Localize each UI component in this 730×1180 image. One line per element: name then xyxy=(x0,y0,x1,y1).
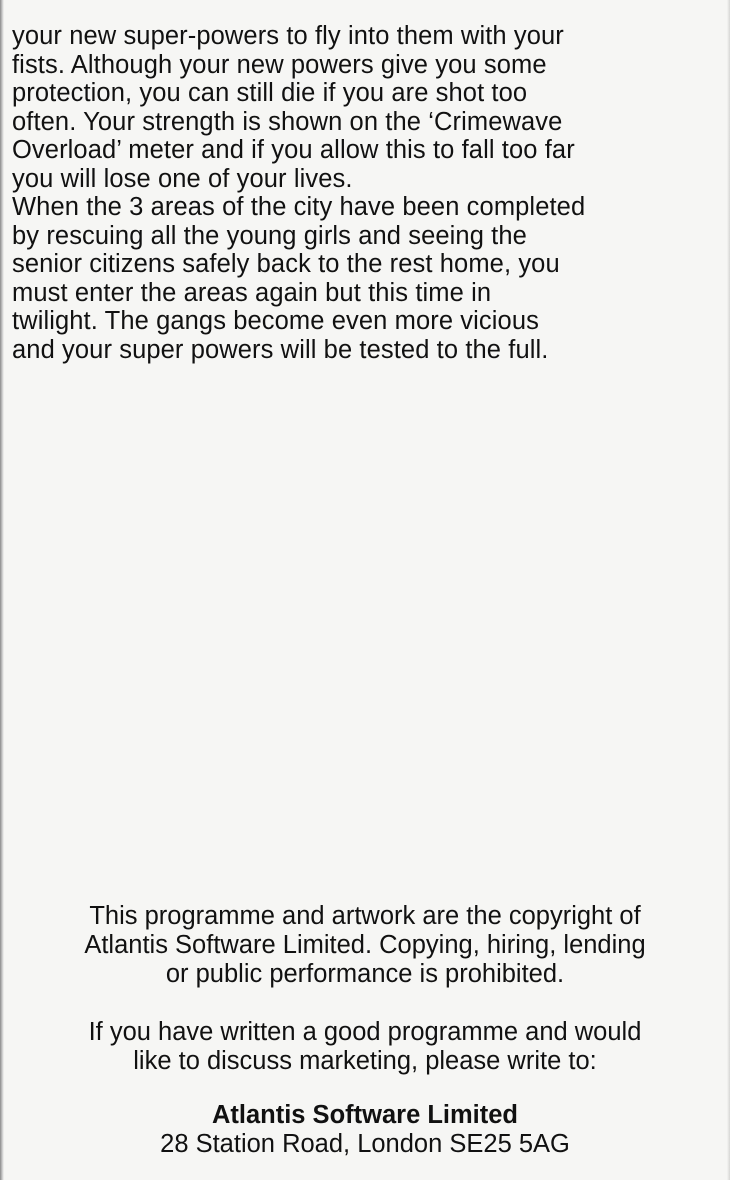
submission-line: like to discuss marketing, please write to: xyxy=(133,1047,597,1075)
instructions-line: your new super-powers to fly into them with your xyxy=(12,22,564,50)
instructions-line: and your super powers will be tested to the full. xyxy=(12,335,549,364)
instructions-line: protection, you can still die if you are shot too xyxy=(12,79,528,107)
instructions-line: twilight. The gangs become even more vicious xyxy=(12,307,539,335)
instructions-line: by rescuing all the young girls and seeing the xyxy=(12,221,527,250)
instructions-line: senior citizens safely back to the rest home, you xyxy=(12,250,560,278)
instructions-text xyxy=(12,22,712,364)
instructions-line: fists. Although your new powers give you some xyxy=(12,50,547,79)
copyright-line: This programme and artwork are the copyright of xyxy=(89,902,641,930)
company-name: Atlantis Software Limited xyxy=(211,1101,519,1129)
copyright-line: Atlantis Software Limited. Copying, hiring, lending xyxy=(84,931,646,959)
submission-notice xyxy=(0,1018,730,1076)
footer xyxy=(0,902,730,1159)
copyright-notice xyxy=(0,902,730,989)
submission-line: If you have written a good programme and would xyxy=(88,1018,642,1046)
company-address: 28 Station Road, London SE25 5AG xyxy=(160,1130,570,1158)
instructions-line: When the 3 areas of the city have been completed xyxy=(12,193,586,221)
instructions-line: must enter the areas again but this time in xyxy=(12,278,492,307)
company-contact xyxy=(0,1101,730,1159)
instructions-line: Overload’ meter and if you allow this to fall too far xyxy=(12,136,575,164)
instructions-line: often. Your strength is shown on the ‘Crimewave xyxy=(12,107,563,136)
instructions-line: you will lose one of your lives. xyxy=(12,164,353,193)
copyright-line: or public performance is prohibited. xyxy=(165,960,565,988)
